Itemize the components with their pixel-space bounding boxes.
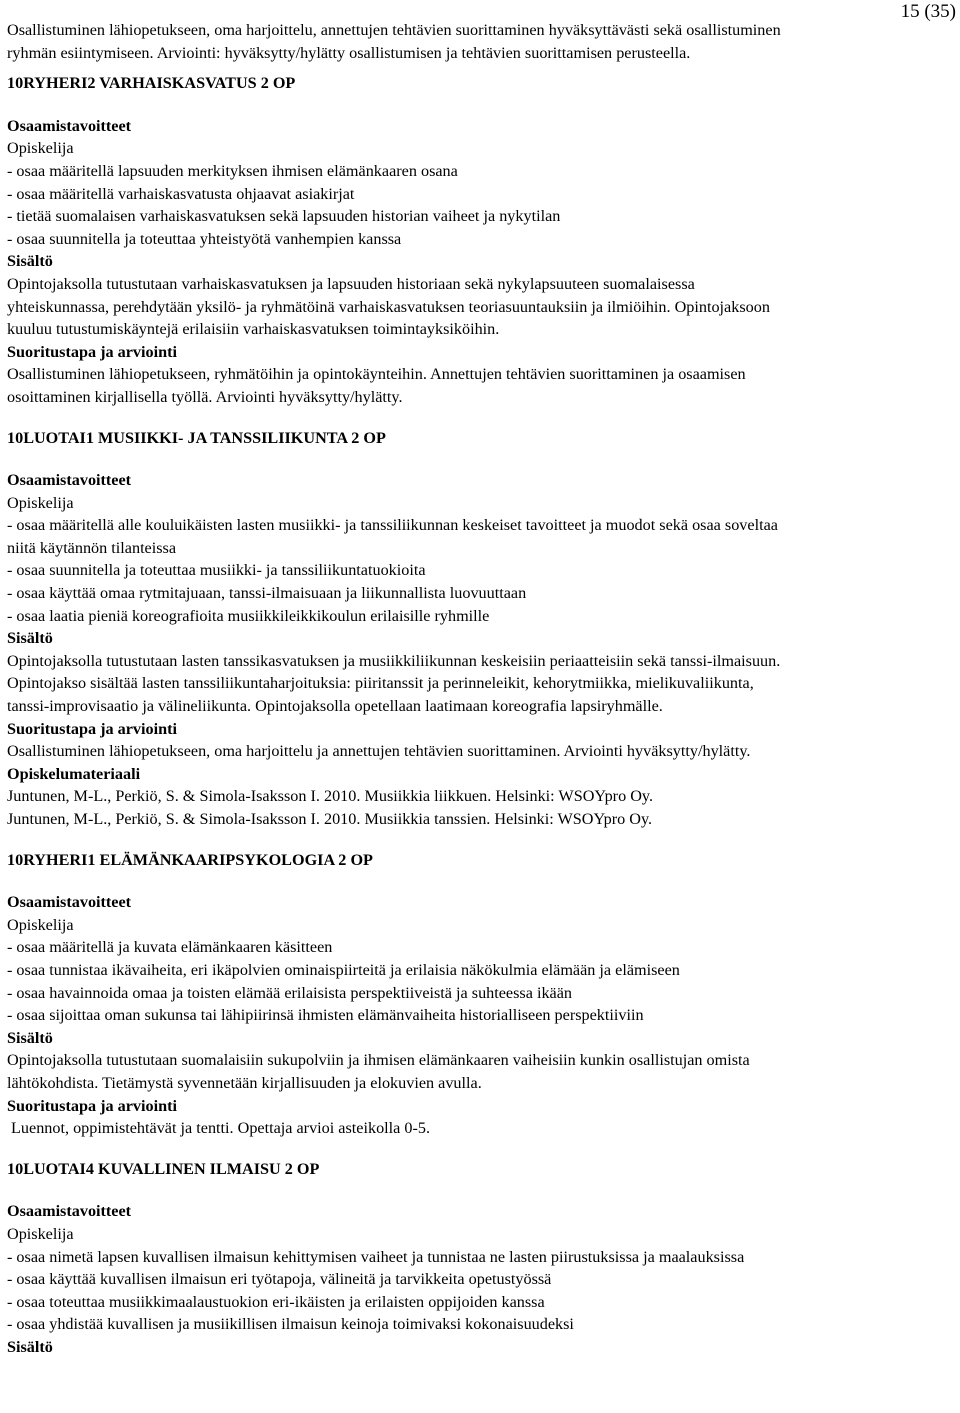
goal-item: - osaa määritellä alle kouluikäisten lasten musiikki- ja tanssiliikunnan keskeiset tavoitteet ja muodot sekä osaa soveltaa xyxy=(7,516,778,535)
text-line: Osallistuminen lähiopetukseen, oma harjoittelu, annettujen tehtävien suorittaminen hyväksyttävästi sekä osallistuminen xyxy=(7,21,781,39)
goal-item: niitä käytännön tilanteissa xyxy=(7,538,177,557)
assessment-line: Osallistuminen lähiopetukseen, oma harjoittelu ja annettujen tehtävien suorittaminen. Arviointi hyväksytty/hylätty. xyxy=(7,742,751,761)
goals-heading: Osaamistavoitteet xyxy=(7,893,132,912)
assessment-heading: Suoritustapa ja arviointi xyxy=(7,719,177,738)
course-section xyxy=(7,849,960,1140)
content-heading: Sisältö xyxy=(7,1028,53,1047)
course-title: 10RYHERI2 VARHAISKASVATUS 2 OP xyxy=(7,74,296,93)
goal-item: - osaa käyttää kuvallisen ilmaisun eri työtapoja, välineitä ja tarvikkeita opetustyössä xyxy=(7,1270,552,1289)
goal-item: - osaa määritellä ja kuvata elämänkaaren käsitteen xyxy=(7,938,333,957)
goal-item: - tietää suomalaisen varhaiskasvatuksen sekä lapsuuden historian vaiheet ja nykytilan xyxy=(7,207,561,226)
goal-item: - osaa määritellä varhaiskasvatusta ohjaavat asiakirjat xyxy=(7,184,355,203)
assessment-line: Luennot, oppimistehtävät ja tentti. Opettaja arvioi asteikolla 0-5. xyxy=(7,1119,431,1138)
student-label: Opiskelija xyxy=(7,139,74,158)
content-line: tanssi-improvisaatio ja välineliikunta. Opintojaksolla opetellaan laatimaan koreografia lapsiryhmälle. xyxy=(7,697,663,716)
course-section xyxy=(7,427,960,831)
goal-item: - osaa laatia pieniä koreografioita musiikkileikkikoulun erilaisille ryhmille xyxy=(7,606,490,625)
page-number: 15 (35) xyxy=(900,1,956,22)
materials-heading: Opiskelumateriaali xyxy=(7,764,141,783)
content-line: Opintojaksolla tutustutaan lasten tanssikasvatuksen ja musiikkiliikunnan keskeisiin periaatteisiin sekä tanssi-ilmaisuun. xyxy=(7,651,781,670)
content-line: Opintojaksolla tutustutaan varhaiskasvatuksen ja lapsuuden historiaan sekä nykylapsuuteen suomalaisessa xyxy=(7,274,695,293)
content-line: yhteiskunnassa, perehdytään yksilö- ja ryhmätöinä varhaiskasvatuksen teoriasuuntauksiin ja ilmiöihin. Opintojaksoon xyxy=(7,297,770,316)
student-label: Opiskelija xyxy=(7,915,74,934)
goals-heading: Osaamistavoitteet xyxy=(7,116,132,135)
goal-item: - osaa suunnitella ja toteuttaa musiikki- ja tanssiliikuntatuokioita xyxy=(7,561,426,580)
assessment-heading: Suoritustapa ja arviointi xyxy=(7,1096,177,1115)
assessment-line: Osallistuminen lähiopetukseen, ryhmätöihin ja opintokäynteihin. Annettujen tehtävien suorittaminen ja osaamisen xyxy=(7,365,746,384)
goal-item: - osaa käyttää omaa rytmitajuaan, tanssi-ilmaisuaan ja liikunnallista luovuuttaan xyxy=(7,584,527,603)
content-line: Opintojaksolla tutustutaan suomalaisiin sukupolviin ja ihmisen elämänkaaren vaiheisiin kunkin osallistujan omista xyxy=(7,1051,750,1070)
goal-item: - osaa yhdistää kuvallisen ja musiikillisen ilmaisun keinoja toimivaksi kokonaisuudeksi xyxy=(7,1315,574,1334)
text-line: ryhmän esiintymiseen. Arviointi: hyväksytty/hylätty osallistumisen ja tehtävien suorittamisen perusteella. xyxy=(7,43,691,62)
content-line: kuuluu tutustumiskäyntejä erilaisiin varhaiskasvatuksen toimintayksiköihin. xyxy=(7,320,500,339)
goal-item: - osaa suunnitella ja toteuttaa yhteistyötä vanhempien kanssa xyxy=(7,229,402,248)
content-line: lähtökohdista. Tietämystä syvennetään kirjallisuuden ja elokuvien avulla. xyxy=(7,1073,482,1092)
goal-item: - osaa sijoittaa oman sukunsa tai lähipiirinsä ihmisten elämänvaiheita historialliseen perspektiiviin xyxy=(7,1006,644,1025)
intro-paragraph xyxy=(7,0,947,64)
course-title: 10RYHERI1 ELÄMÄNKAARIPSYKOLOGIA 2 OP xyxy=(7,850,373,869)
content-heading: Sisältö xyxy=(7,629,53,648)
assessment-heading: Suoritustapa ja arviointi xyxy=(7,342,177,361)
content-heading: Sisältö xyxy=(7,252,53,271)
content-heading: Sisältö xyxy=(7,1337,53,1356)
material-item: Juntunen, M-L., Perkiö, S. & Simola-Isaksson I. 2010. Musiikkia tanssien. Helsinki: WSOYpro Oy. xyxy=(7,810,653,828)
course-section xyxy=(7,72,960,408)
assessment-line: osoittaminen kirjallisella työllä. Arviointi hyväksytty/hylätty. xyxy=(7,387,403,406)
goal-item: - osaa nimetä lapsen kuvallisen ilmaisun kehittymisen vaiheet ja tunnistaa ne lasten piirustuksissa ja maalauksissa xyxy=(7,1247,745,1266)
goal-item: - osaa toteuttaa musiikkimaalaustuokion eri-ikäisten ja erilaisten oppijoiden kanssa xyxy=(7,1292,545,1311)
goals-heading: Osaamistavoitteet xyxy=(7,471,132,490)
student-label: Opiskelija xyxy=(7,493,74,512)
goal-item: - osaa havainnoida omaa ja toisten elämää erilaisista perspektiiveistä ja suhteessa ikään xyxy=(7,983,573,1002)
goals-heading: Osaamistavoitteet xyxy=(7,1202,132,1221)
student-label: Opiskelija xyxy=(7,1224,74,1243)
goal-item: - osaa tunnistaa ikävaiheita, eri ikäpolvien ominaispiirteitä ja erilaisia näkökulmia elämään ja elämiseen xyxy=(7,960,680,979)
content-line: Opintojakso sisältää lasten tanssiliikuntaharjoituksia: piiritanssit ja perinneleikit, kehorytmiikka, mielikuvaliikunta, xyxy=(7,674,754,693)
course-section xyxy=(7,1158,960,1359)
material-item: Juntunen, M-L., Perkiö, S. & Simola-Isaksson I. 2010. Musiikkia liikkuen. Helsinki: WSOYpro Oy. xyxy=(7,787,653,806)
course-title: 10LUOTAI1 MUSIIKKI- JA TANSSILIIKUNTA 2 OP xyxy=(7,428,386,447)
goal-item: - osaa määritellä lapsuuden merkityksen ihmisen elämänkaaren osana xyxy=(7,161,458,180)
course-title: 10LUOTAI4 KUVALLINEN ILMAISU 2 OP xyxy=(7,1159,320,1178)
